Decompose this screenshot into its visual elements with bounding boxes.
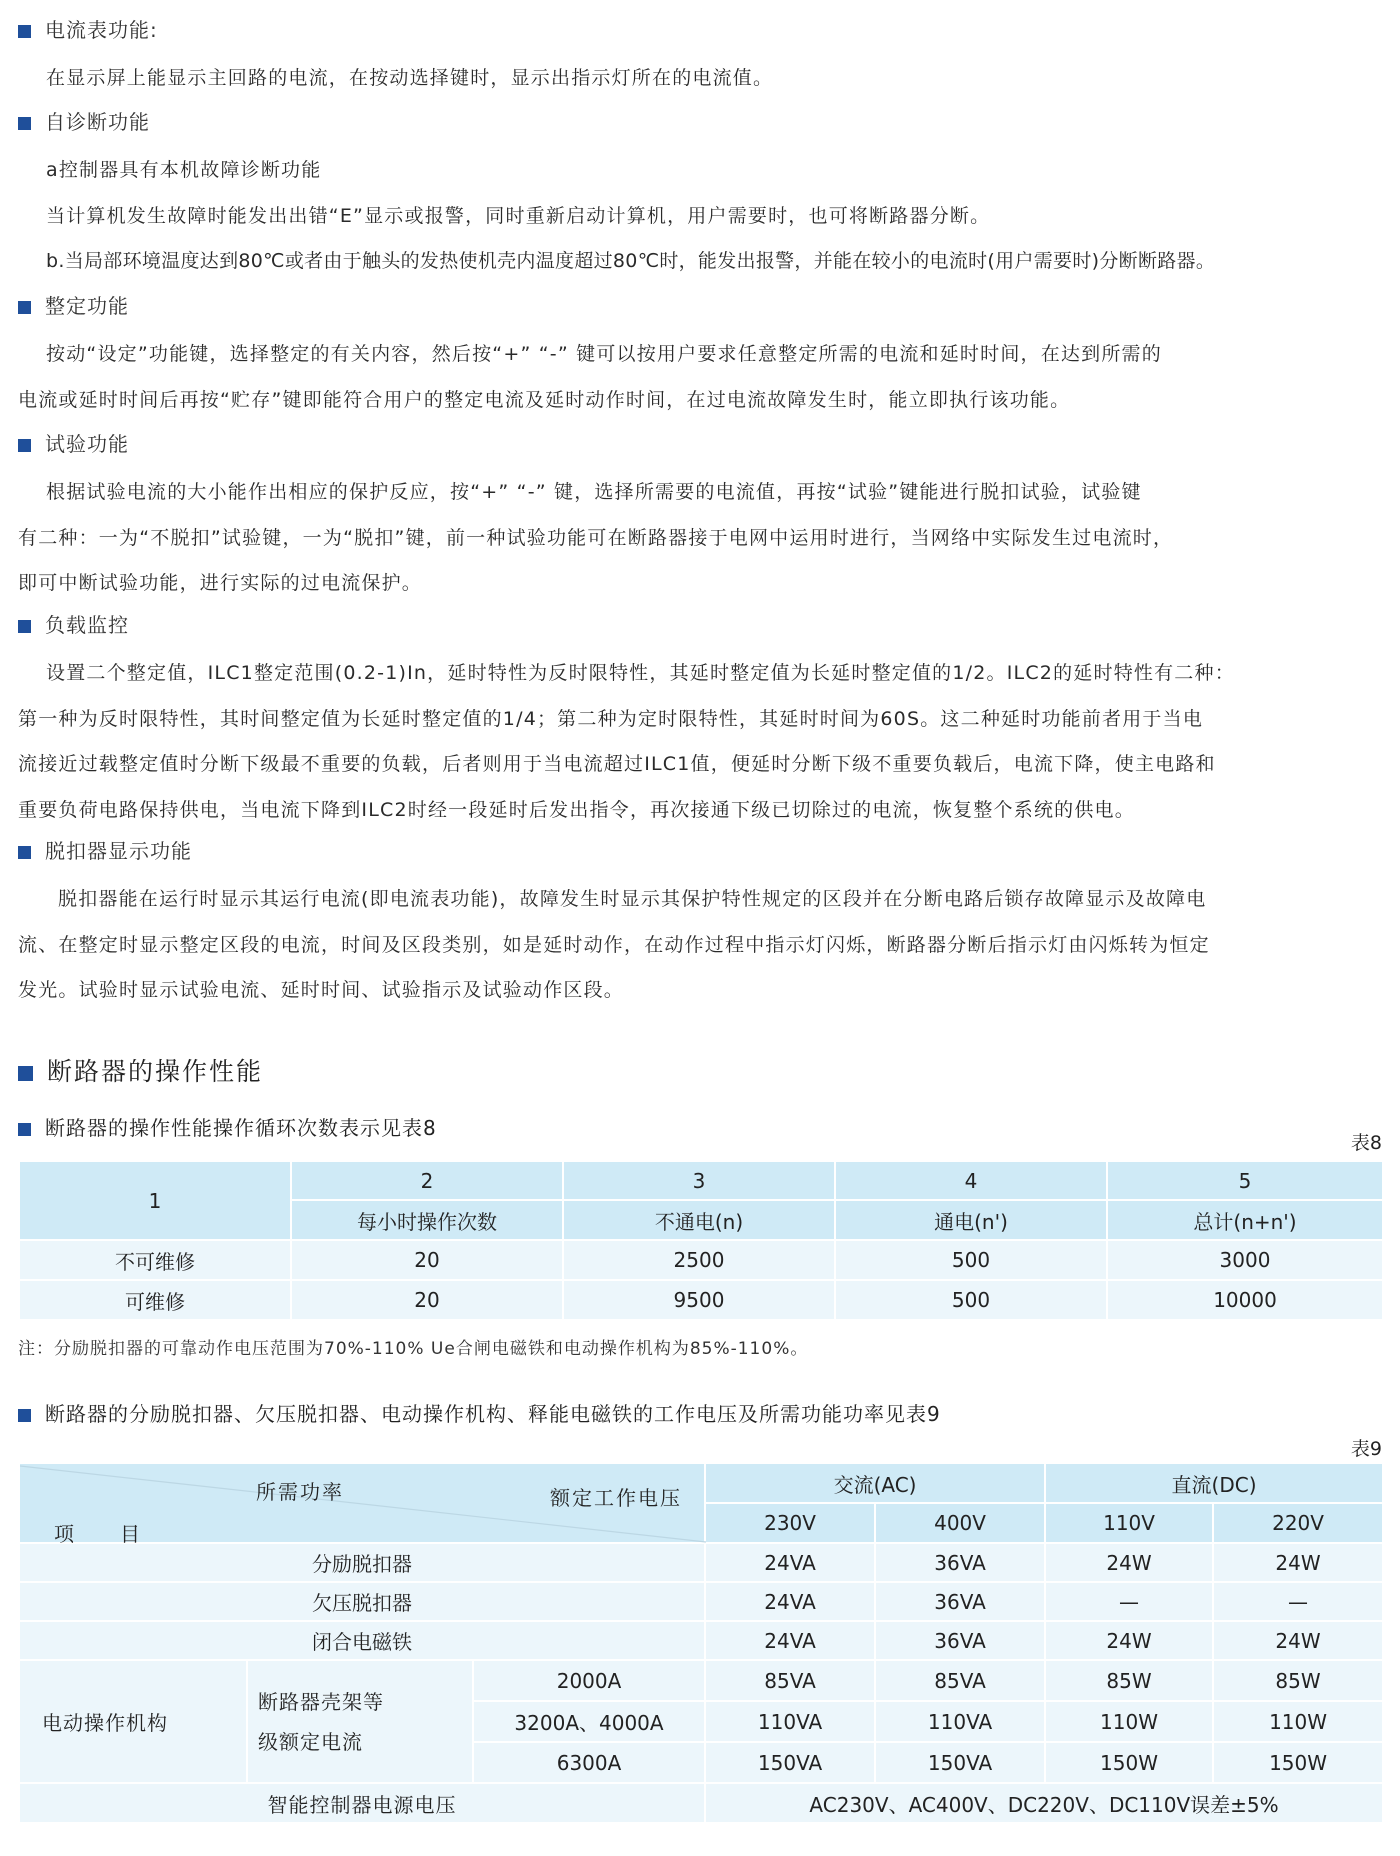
- supply-voltage-label: 智能控制器电源电压: [19, 1783, 705, 1823]
- table-row: 分励脱扣器 24VA 36VA 24W 24W: [19, 1543, 1383, 1582]
- header-voltage: 230V: [705, 1503, 875, 1543]
- table-row: 6300A 150VA 150VA 150W 150W: [19, 1742, 1383, 1783]
- table8-col-header: 通电(n'): [835, 1200, 1107, 1240]
- section-heading-test: 试验功能: [18, 429, 129, 459]
- header-voltage: 110V: [1045, 1503, 1213, 1543]
- table9-caption: 断路器的分励脱扣器、欠压脱扣器、电动操作机构、释能电磁铁的工作电压及所需功能功率见表9: [18, 1398, 941, 1427]
- paragraph-test: 根据试验电流的大小能作出相应的保护反应，按“+” “-” 键，选择所需要的电流值，再按“试验”键能进行脱扣试验，试验键 有二种：一为“不脱扣”试验键，一为“脱扣”键，前一种试验功能可在断路器接于电网中运用时进行，当网络中实际发生过电流时， 即可中断试验功能，进行实际的过电流保护。: [18, 481, 1174, 594]
- table9-diagonal-header: [19, 1463, 705, 1546]
- supply-voltage-value: AC230V、AC400V、DC220V、DC110V误差±5%: [705, 1783, 1383, 1823]
- bullet-square-icon: [18, 846, 31, 859]
- header-voltage: 220V: [1213, 1503, 1383, 1543]
- table-row: 不可维修 20 2500 500 3000: [19, 1240, 1383, 1280]
- paragraph-ammeter: 在显示屏上能显示主回路的电流，在按动选择键时，显示出指示灯所在的电流值。: [46, 67, 774, 89]
- section-heading-self-diagnosis: 自诊断功能: [18, 107, 150, 137]
- table8-number: 表8: [1350, 1132, 1382, 1154]
- header-voltage: 400V: [875, 1503, 1045, 1543]
- table8: [18, 1160, 1384, 1321]
- frame-current-label: 断路器壳架等 级额定电流: [247, 1660, 473, 1783]
- table8-note: 注：分励脱扣器的可靠动作电压范围为70%-110% Ue合闸电磁铁和电动操作机构为85%-110%。: [18, 1339, 809, 1359]
- section-heading-setting: 整定功能: [18, 291, 129, 321]
- table8-col-number: 2: [291, 1161, 563, 1200]
- table-row: 可维修 20 9500 500 10000: [19, 1280, 1383, 1320]
- table8-caption: 断路器的操作性能操作循环次数表示见表8: [18, 1112, 437, 1141]
- bullet-square-icon: [18, 439, 31, 452]
- table-row: 3200A、4000A 110VA 110VA 110W 110W: [19, 1701, 1383, 1742]
- bullet-square-icon: [18, 301, 31, 314]
- bullet-square-icon: [18, 25, 31, 38]
- table-row: 欠压脱扣器 24VA 36VA — —: [19, 1582, 1383, 1621]
- table-row: [19, 1783, 1383, 1823]
- bullet-square-icon: [18, 1123, 31, 1136]
- table8-col-number: 3: [563, 1161, 835, 1200]
- paragraph-setting: 按动“设定”功能键，选择整定的有关内容，然后按“+” “-” 键可以按用户要求任意整定所需的电流和延时时间，在达到所需的 电流或延时时间后再按“贮存”键即能符合用户的整定电流及延时动作时间，在过电流故障发生时，能立即执行该功能。: [18, 343, 1162, 411]
- table9: [18, 1462, 1384, 1824]
- table8-col1-header: 1: [19, 1161, 291, 1240]
- table-row: 电动操作机构 断路器壳架等 级额定电流 2000A 85VA 85VA 85W 85W: [19, 1660, 1383, 1701]
- header-ac: 交流(AC): [705, 1463, 1045, 1503]
- table8-col-number: 4: [835, 1161, 1107, 1200]
- section-heading-ammeter: 电流表功能:: [18, 15, 158, 45]
- operation-section-title: 断路器的操作性能: [18, 1052, 263, 1088]
- table8-col-header: 不通电(n): [563, 1200, 835, 1240]
- paragraph-trip-display: 脱扣器能在运行时显示其运行电流(即电流表功能)，故障发生时显示其保护特性规定的区段并在分断电路后锁存故障显示及故障电 流、在整定时显示整定区段的电流，时间及区段类别，如是延时动作，在动作过程中指示灯闪烁，断路器分断后指示灯由闪烁转为恒定 发光。试验时显示试验电流、延时时间、试验指示及试验动作区段。: [18, 888, 1210, 1001]
- table9-number: 表9: [1350, 1438, 1382, 1460]
- bullet-square-icon: [18, 620, 31, 633]
- section-heading-trip-display: 脱扣器显示功能: [18, 836, 192, 866]
- bullet-square-icon: [18, 1409, 31, 1422]
- table-row: 闭合电磁铁 24VA 36VA 24W 24W: [19, 1621, 1383, 1660]
- motor-operation-label: 电动操作机构: [19, 1660, 247, 1783]
- header-item: 项 目: [54, 1522, 142, 1546]
- table8-col-number: 5: [1107, 1161, 1383, 1200]
- section-heading-load-monitoring: 负载监控: [18, 610, 129, 640]
- paragraph-load-monitoring: 设置二个整定值，ILC1整定范围(0.2-1)In，延时特性为反时限特性，其延时整定值为长延时整定值的1/2。ILC2的延时特性有二种： 第一种为反时限特性，其时间整定值为长延时整定值的1/4；第二种为定时限特性，其延时时间为60S。这二种延时功能前者用于当电 流接近过载整定值时分断下级最不重要的负载，后者则用于当电流超过ILC1值，便延时分断下级不重要负载后，电流下降，使主电路和 重要负荷电路保持供电，当电流下降到ILC2时经一段延时后发出指令，再次接通下级已切除过的电流，恢复整个系统的供电。: [18, 662, 1235, 821]
- bullet-square-icon: [18, 117, 31, 130]
- header-rated-voltage: 额定工作电压: [550, 1486, 682, 1510]
- header-dc: 直流(DC): [1045, 1463, 1383, 1503]
- table8-col-header: 每小时操作次数: [291, 1200, 563, 1240]
- table8-col-header: 总计(n+n'): [1107, 1200, 1383, 1240]
- paragraph-self-diagnosis: a控制器具有本机故障诊断功能 当计算机发生故障时能发出出错“E”显示或报警，同时重新启动计算机，用户需要时，也可将断路器分断。 b.当局部环境温度达到80℃或者由于触头的发热使机壳内温度超过80℃时，能发出报警，并能在较小的电流时(用户需要时)分断断路器。: [46, 159, 1216, 272]
- header-required-power: 所需功率: [256, 1480, 344, 1504]
- bullet-square-icon: [18, 1066, 33, 1081]
